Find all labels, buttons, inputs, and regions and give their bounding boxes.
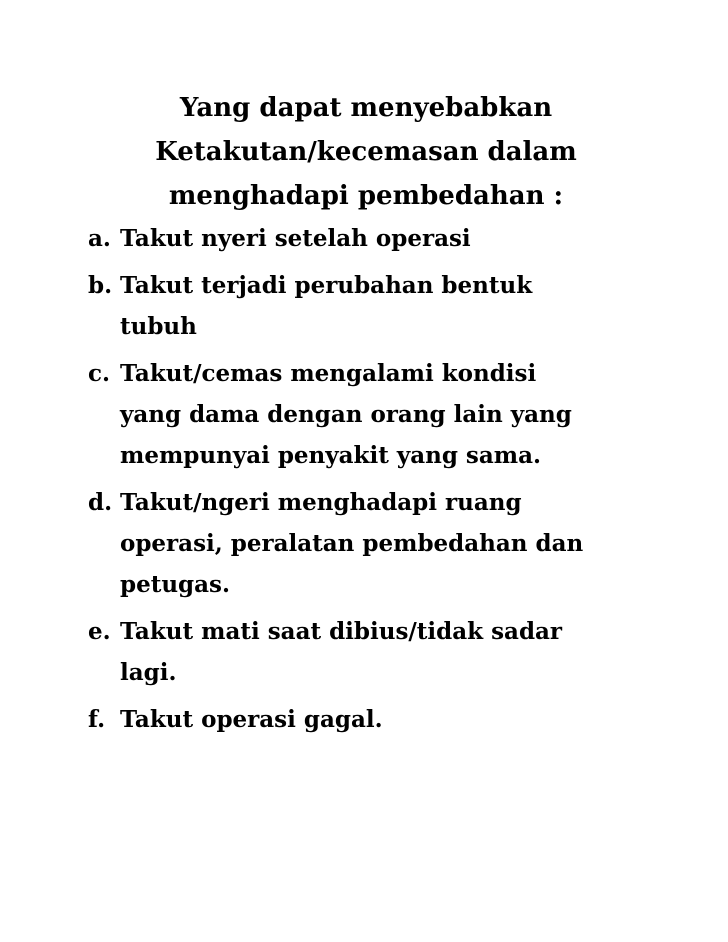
list-item-text bbox=[120, 353, 708, 476]
list-item-text bbox=[120, 611, 708, 693]
list-item-line: yang dama dengan orang lain yang bbox=[120, 401, 572, 428]
list-item-line: Takut/cemas mengalami kondisi bbox=[120, 360, 537, 387]
list-marker: e. bbox=[88, 618, 111, 645]
list-item-d bbox=[88, 482, 708, 605]
list-item-line: tubuh bbox=[120, 313, 197, 340]
list-marker: d. bbox=[88, 489, 113, 516]
list-item-b bbox=[88, 265, 708, 347]
list-item-line: Takut/ngeri menghadapi ruang bbox=[120, 489, 522, 516]
list-item-f bbox=[88, 699, 708, 740]
title-line-2: Ketakutan/kecemasan dalam bbox=[155, 137, 577, 167]
list-item-line: Takut operasi gagal. bbox=[120, 706, 383, 733]
list-item-e bbox=[88, 611, 708, 693]
document-title bbox=[96, 86, 636, 218]
list-item-a bbox=[88, 218, 708, 259]
fear-causes-list bbox=[88, 218, 708, 746]
list-item-line: operasi, peralatan pembedahan dan bbox=[120, 530, 584, 557]
title-line-1: Yang dapat menyebabkan bbox=[179, 93, 553, 123]
list-marker: c. bbox=[88, 360, 111, 387]
list-item-line: petugas. bbox=[120, 571, 231, 598]
list-item-c bbox=[88, 353, 708, 476]
list-item-text bbox=[120, 482, 708, 605]
list-marker: a. bbox=[88, 225, 111, 252]
title-line-3: menghadapi pembedahan : bbox=[168, 181, 564, 211]
list-item-line: Takut nyeri setelah operasi bbox=[120, 225, 471, 252]
list-item-line: Takut mati saat dibius/tidak sadar bbox=[120, 618, 563, 645]
list-item-text bbox=[120, 699, 708, 740]
list-item-text bbox=[120, 265, 708, 347]
list-item-line: Takut terjadi perubahan bentuk bbox=[120, 272, 533, 299]
list-item-text bbox=[120, 218, 708, 259]
list-marker: b. bbox=[88, 272, 113, 299]
list-item-line: lagi. bbox=[120, 659, 177, 686]
list-item-line: mempunyai penyakit yang sama. bbox=[120, 442, 542, 469]
list-marker: f. bbox=[88, 706, 106, 733]
